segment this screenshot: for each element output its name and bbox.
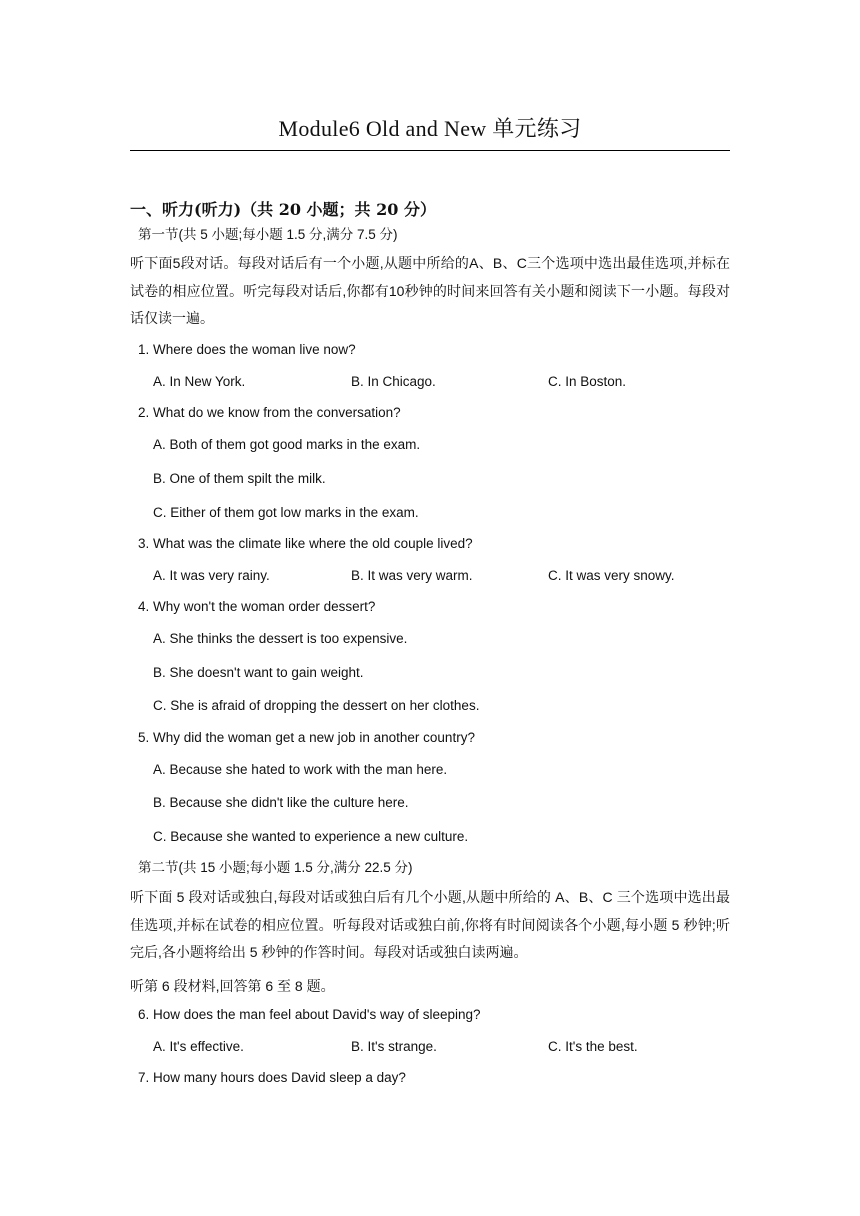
- part2-heading: 第二节(共 15 小题;每小题 1.5 分,满分 22.5 分): [138, 860, 413, 875]
- part1-instructions: 听下面5段对话。每段对话后有一个小题,从题中所给的A、B、C三个选项中选出最佳选项,并标在试卷的相应位置。听完每段对话后,你都有10秒钟的时间来回答有关小题和阅读下一小题。每段对话仅读一遍。: [130, 255, 730, 326]
- question-2-option-c: C. Either of them got low marks in the exam.: [153, 505, 419, 520]
- part2-instructions: 听下面 5 段对话或独白,每段对话或独白后有几个小题,从题中所给的 A、B、C 三个选项中选出最佳选项,并标在试卷的相应位置。听每段对话或独白前,你将有时间阅读各个小题,每小题 5 秒钟;听完后,各小题将给出 5 秒钟的作答时间。每段对话或独白读两遍。: [130, 889, 730, 960]
- question-4-option-a: A. She thinks the dessert is too expensive.: [153, 631, 408, 646]
- question-6-option-c: C. It's the best.: [548, 1039, 638, 1054]
- question-6: 6. How does the man feel about David's way of sleeping?: [138, 1007, 481, 1022]
- page-title: Module6 Old and New 单元练习: [278, 116, 582, 141]
- question-1-option-a: A. In New York.: [153, 374, 246, 389]
- question-6-option-a: A. It's effective.: [153, 1039, 244, 1054]
- section-heading: 一、听力(听力)（共 20 小题；共 20 分）: [130, 200, 436, 219]
- question-7: 7. How many hours does David sleep a day?: [138, 1070, 406, 1085]
- question-5-option-b: B. Because she didn't like the culture here.: [153, 795, 409, 810]
- question-3-option-a: A. It was very rainy.: [153, 568, 270, 583]
- question-4: 4. Why won't the woman order dessert?: [138, 599, 376, 614]
- question-4-option-b: B. She doesn't want to gain weight.: [153, 665, 364, 680]
- question-2: 2. What do we know from the conversation?: [138, 405, 401, 420]
- question-3: 3. What was the climate like where the old couple lived?: [138, 536, 473, 551]
- question-2-option-a: A. Both of them got good marks in the exam.: [153, 437, 421, 452]
- question-3-option-b: B. It was very warm.: [351, 568, 473, 583]
- part1-heading: 第一节(共 5 小题;每小题 1.5 分,满分 7.5 分): [138, 227, 398, 242]
- question-5-option-c: C. Because she wanted to experience a new culture.: [153, 829, 469, 844]
- question-1: 1. Where does the woman live now?: [138, 342, 356, 357]
- title-divider: [130, 150, 730, 151]
- question-4-option-c: C. She is afraid of dropping the dessert on her clothes.: [153, 698, 480, 713]
- question-3-option-c: C. It was very snowy.: [548, 568, 675, 583]
- question-1-option-c: C. In Boston.: [548, 374, 627, 389]
- question-1-option-b: B. In Chicago.: [351, 374, 436, 389]
- question-5: 5. Why did the woman get a new job in another country?: [138, 730, 475, 745]
- question-5-option-a: A. Because she hated to work with the man here.: [153, 762, 448, 777]
- question-2-option-b: B. One of them spilt the milk.: [153, 471, 326, 486]
- material-note: 听第 6 段材料,回答第 6 至 8 题。: [130, 978, 335, 994]
- question-6-option-b: B. It's strange.: [351, 1039, 437, 1054]
